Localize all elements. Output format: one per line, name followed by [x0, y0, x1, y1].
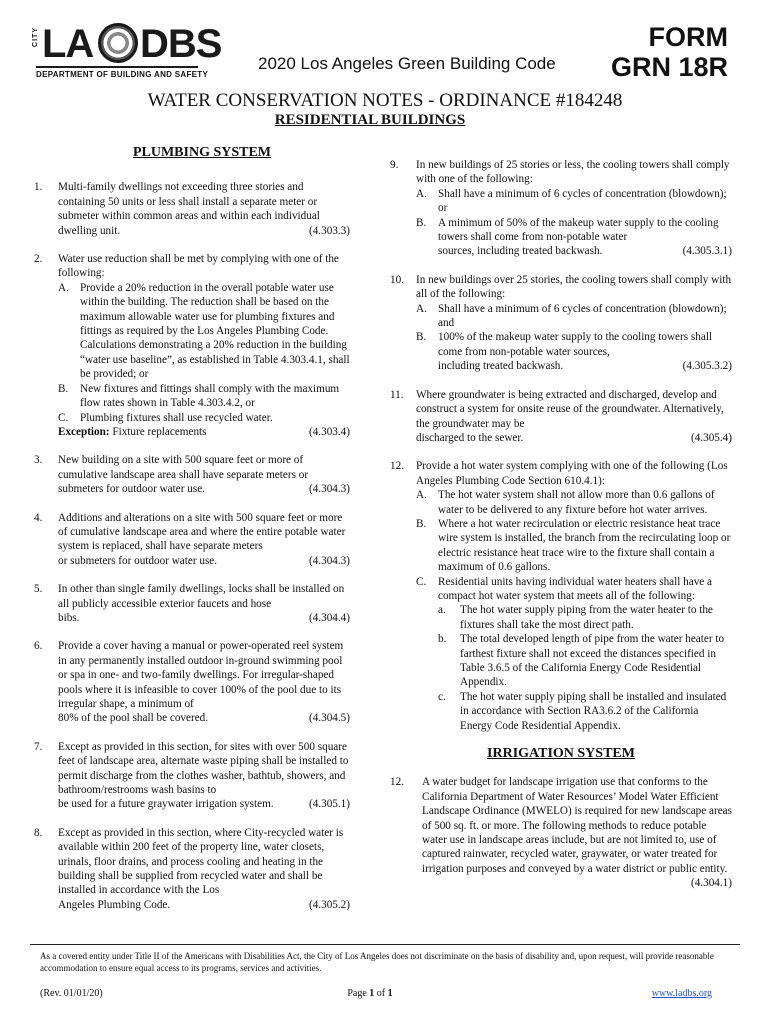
page-total: 1	[387, 988, 393, 999]
item-last-line	[58, 797, 350, 811]
item-last-line	[58, 224, 350, 238]
item-text-end: dwelling unit.	[58, 224, 121, 237]
item-number: 5.	[34, 583, 43, 596]
sub-text: 100% of the makeup water supply to the cooling towers shall come from non-potable water sources,	[438, 331, 713, 358]
ada-notice: As a covered entity under Title II of the Americans with Disabilities Act, the City of Los Angeles does not discriminate on the basis of disability and, upon request, will provide reasonable accommodation to ensure equal access to its programs, services and activities.	[40, 951, 714, 973]
sub-label: B.	[416, 517, 427, 530]
item-text-end: discharged to the sewer.	[416, 431, 524, 444]
irrigation-item-12	[390, 775, 732, 890]
sub-item-a	[58, 281, 350, 382]
sub-text-end: sources, including treated backwash.	[438, 245, 603, 258]
page-number	[0, 988, 740, 999]
item-number: 11.	[390, 388, 404, 401]
plumbing-item-9	[390, 158, 732, 259]
item-text-end: bibs.	[58, 611, 80, 624]
item-text: Except as provided in this section, where City-recycled water is available within 200 feet of the property line, water closets, urinals, floor drains, and process cooling and heating in the building shall be supplied from recycled water and shall be installed in accordance with the Los	[58, 826, 344, 897]
exception-text: Fixture replacements	[109, 425, 207, 438]
sub-last-line	[438, 359, 732, 373]
sub-text: Provide a 20% reduction in the overall potable water use within the building. The reduction shall be based on the maximum allowable water use for plumbing fixtures and fittings as required by the Los Angeles Plumbing Code. Calculations demonstrating a 20% reduction in the building “water use baseline”, as established in Table 4.303.4.1, shall be provided; or	[80, 281, 350, 381]
exception-line	[58, 425, 350, 439]
item-text-end: be used for a future graywater irrigation system.	[58, 798, 274, 811]
sub-item-a	[416, 488, 732, 517]
item-text: Multi-family dwellings not exceeding three stories and containing 50 units or less shall install a separate meter or submeter within common areas and within each individual	[58, 181, 320, 223]
item-text: New building on a site with 500 square feet or more of cumulative landscape area shall have separate meters or	[58, 454, 309, 481]
left-column	[34, 142, 350, 926]
sub-item-a	[416, 187, 732, 216]
page-word: Page	[347, 988, 370, 999]
item-last-line	[58, 554, 350, 568]
form-code: GRN 18R	[610, 52, 728, 82]
right-column	[390, 158, 732, 905]
item-number: 12.	[390, 776, 404, 789]
sub-item-c	[58, 411, 350, 425]
sub-item-b	[416, 216, 732, 259]
sub-label: A.	[416, 302, 427, 315]
item-last-line	[58, 898, 350, 912]
item-number: 8.	[34, 826, 43, 839]
code-subtitle: 2020 Los Angeles Green Building Code	[258, 54, 556, 73]
city-seal-icon	[98, 23, 138, 63]
plumbing-item-3	[34, 453, 350, 496]
sub-text: Shall have a minimum of 6 cycles of concentration (blowdown); or	[438, 187, 727, 215]
plumbing-item-8	[34, 826, 350, 912]
item-intro: Water use reduction shall be met by complying with one of the following:	[58, 253, 339, 280]
sub-sub-label: a.	[438, 604, 446, 617]
item-text: Where groundwater is being extracted and discharged, develop and construct a system for onsite reuse of the groundwater. Alternatively, the groundwater may be	[416, 388, 724, 430]
plumbing-heading: PLUMBING SYSTEM	[132, 145, 272, 160]
plumbing-item-4	[34, 511, 350, 569]
page-current: 1	[369, 988, 375, 999]
item-text: A water budget for landscape irrigation use that conforms to the California Department of Water Resources’ Model Water Efficient Landscape Ordinance (MWELO) is required for new landscape areas of 500 sq. ft. or more. The following methods to reduce potable water use in landscape areas include, but are not limited to, use of captured rainwater, recycled water, graywater, or water treated for irrigation purposes and conveyed by a water district or public entity.	[422, 776, 732, 875]
exception-label: Exception:	[58, 425, 110, 438]
code-reference: (4.305.4)	[690, 431, 732, 444]
item-text-end: or submeters for outdoor water use.	[58, 554, 218, 567]
sub-text-end: including treated backwash.	[438, 360, 564, 373]
logo-la-text: LA	[42, 22, 94, 66]
logo-dbs-text: DBS	[140, 22, 222, 66]
logo-department-text: DEPARTMENT OF BUILDING AND SAFETY	[36, 66, 198, 79]
exception	[58, 425, 207, 439]
sub-sub-item-b	[438, 632, 732, 690]
item-last-line	[58, 482, 350, 496]
page-of: of	[374, 988, 388, 999]
sub-label: A.	[416, 489, 427, 502]
item-number: 10.	[390, 273, 404, 286]
item-intro: Provide a hot water system complying with one of the following (Los Angeles Plumbing Code Section 610.4.1):	[416, 460, 728, 487]
sub-label: B.	[416, 216, 427, 229]
plumbing-item-10	[390, 273, 732, 374]
code-reference: (4.304.3)	[308, 483, 350, 496]
page-subheading: RESIDENTIAL BUILDINGS	[274, 112, 466, 128]
sub-sub-item-c	[438, 690, 732, 733]
item-number: 7.	[34, 740, 43, 753]
item-number: 12.	[390, 460, 404, 473]
item-last-line	[58, 711, 350, 725]
plumbing-item-1	[34, 180, 350, 238]
plumbing-item-12	[390, 459, 732, 733]
item-number: 1.	[34, 181, 43, 194]
sub-text: Where a hot water recirculation or electric resistance heat trace wire system is installed, the branch from the recirculating loop or electric resistance heat trace wire to the fixture shall contain a maximum of 0.6 gallons.	[438, 517, 731, 574]
sub-label: B.	[416, 331, 427, 344]
revision-date: (Rev. 01/01/20)	[40, 988, 103, 999]
sub-last-line	[438, 244, 732, 258]
plumbing-item-7	[34, 740, 350, 812]
sub-text: Plumbing fixtures shall use recycled water.	[80, 411, 273, 424]
form-number	[588, 22, 728, 82]
sub-sub-text: The total developed length of pipe from the water heater to farthest fixture shall not exceed the distances specified in Table 3.6.5 of the California Energy Code Residential Appendix.	[460, 633, 725, 689]
sub-label: C.	[58, 411, 69, 424]
website-link[interactable]: www.ladbs.org	[651, 988, 712, 999]
sub-item-b	[416, 330, 732, 373]
item-text-end: submeters for outdoor water use.	[58, 483, 205, 496]
sub-label: A.	[58, 281, 69, 294]
sub-text: New fixtures and fittings shall comply with the maximum flow rates shown in Table 4.303.4.2, or	[80, 382, 340, 410]
code-reference: (4.305.3.1)	[682, 245, 732, 258]
code-reference: (4.305.2)	[308, 898, 350, 911]
code-reference: (4.304.4)	[308, 611, 350, 624]
code-reference: (4.304.5)	[308, 712, 350, 725]
sub-sub-item-a	[438, 603, 732, 632]
item-number: 6.	[34, 640, 43, 653]
item-intro: In new buildings over 25 stories, the cooling towers shall comply with all of the following:	[416, 273, 732, 301]
sub-item-c	[416, 575, 732, 733]
sub-text: A minimum of 50% of the makeup water supply to the cooling towers shall come from non-potable water	[438, 216, 719, 244]
sub-label: C.	[416, 575, 427, 588]
sub-item-b	[416, 517, 732, 575]
code-reference: (4.305.1)	[308, 798, 350, 811]
code-reference: (4.303.4)	[308, 425, 350, 438]
sub-sub-label: c.	[438, 690, 446, 703]
code-reference: (4.304.1)	[690, 877, 732, 890]
ladbs-logo	[28, 22, 222, 80]
item-number: 4.	[34, 511, 43, 524]
item-text-end: Angeles Plumbing Code.	[58, 898, 171, 911]
sub-sub-text: The hot water supply piping from the water heater to the fixtures shall take the most direct path.	[460, 604, 713, 631]
plumbing-item-6	[34, 639, 350, 725]
footer-divider	[30, 944, 740, 945]
logo-city-text: CITY	[32, 27, 39, 47]
item-text: Provide a cover having a manual or power-operated reel system in any permanently installed outdoor in-ground swimming pool or spa in one- and two-family dwellings. For irregular-shaped pools where it is infeasible to cover 100% of the pool due to its irregular shape, a minimum of	[58, 640, 344, 710]
plumbing-item-2	[34, 252, 350, 439]
item-text: Additions and alterations on a site with 500 square feet or more of cumulative landscape area and where the entire potable water system is replaced, shall have separate meters	[58, 511, 346, 553]
sub-sub-label: b.	[438, 633, 447, 646]
irrigation-heading: IRRIGATION SYSTEM	[487, 746, 635, 762]
page-title: WATER CONSERVATION NOTES - ORDINANCE #184248	[147, 90, 623, 111]
item-last-line	[58, 611, 350, 625]
sub-item-a	[416, 302, 732, 331]
item-text: Except as provided in this section, for sites with over 500 square feet of landscape area, alternate waste piping shall be installed to permit discharge from the clothes washer, bathtub, showers, and bathroom/restrooms wash basins to	[58, 740, 349, 797]
item-text-end: 80% of the pool shall be covered.	[58, 712, 209, 725]
code-reference: (4.305.3.2)	[682, 360, 732, 373]
sub-item-b	[58, 382, 350, 411]
sub-label: B.	[58, 382, 69, 395]
item-number: 2.	[34, 253, 43, 266]
item-number: 3.	[34, 454, 43, 467]
sub-label: A.	[416, 187, 427, 200]
plumbing-item-5	[34, 582, 350, 625]
plumbing-item-11	[390, 388, 732, 446]
sub-text: Shall have a minimum of 6 cycles of concentration (blowdown); and	[438, 302, 727, 330]
item-intro: In new buildings of 25 stories or less, the cooling towers shall comply with one of the following:	[416, 159, 730, 186]
sub-text: Residential units having individual water heaters shall have a compact hot water system that meets all of the following:	[438, 575, 713, 602]
item-number: 9.	[390, 159, 399, 171]
item-last-line	[416, 431, 732, 445]
code-reference: (4.304.3)	[308, 554, 350, 567]
code-reference: (4.303.3)	[308, 224, 350, 237]
sub-text: The hot water system shall not allow more than 0.6 gallons of water to be delivered to any fixture before hot water arrives.	[438, 489, 715, 516]
item-text: In other than single family dwellings, locks shall be installed on all publicly accessible exterior faucets and hose	[58, 583, 345, 610]
form-word: FORM	[648, 22, 728, 52]
sub-sub-text: The hot water supply piping shall be installed and insulated in accordance with Section RA3.6.2 of the California Energy Code Residential Appendix.	[460, 690, 727, 732]
